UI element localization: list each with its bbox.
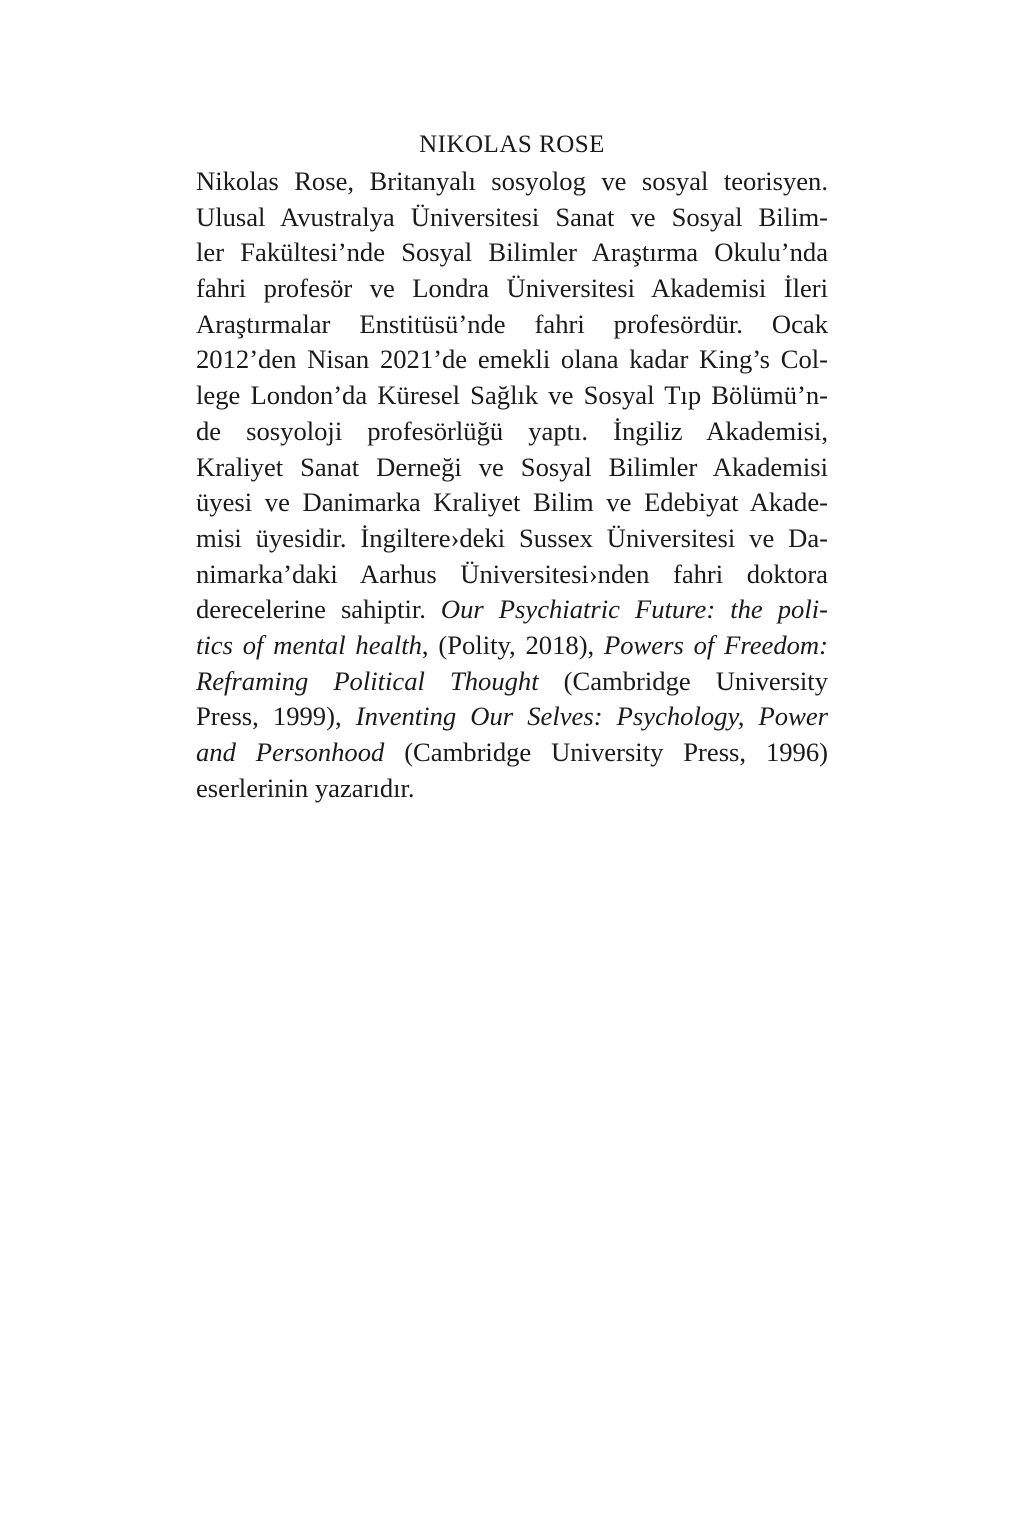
bio-line-10: üyesi ve Danimarka Kraliyet Bilim ve Edebiyat Akade-	[196, 487, 828, 518]
bio-line-11: misi üyesidir. İngiltere›deki Sussex Üniversitesi ve Da-	[196, 522, 828, 553]
book-title-inventing-our-selves: Inventing Our Selves: Psychology, Power	[355, 701, 828, 732]
bio-line-15	[196, 664, 828, 700]
bio-line-2: Ulusal Avustralya Üniversitesi Sanat ve Sosyal Bilim-	[196, 201, 828, 232]
bio-line-12: nimarka’daki Aarhus Üniversitesi›nden fahri doktora	[196, 558, 828, 589]
bio-line-13-text: derecelerine sahiptir.	[196, 594, 441, 625]
bio-line-17-text: (Cambridge University Press, 1996)	[384, 737, 828, 767]
bio-line-8: de sosyoloji profesörlüğü yaptı. İngiliz Akademisi,	[196, 415, 828, 446]
book-title-our-psychiatric-future: Our Psychiatric Future: the poli-	[440, 594, 828, 625]
bio-line-17	[196, 735, 828, 771]
bio-line-9: Kraliyet Sanat Derneği ve Sosyal Bilimler Akademisi	[196, 451, 828, 482]
bio-line-1: Nikolas Rose, Britanyalı sosyolog ve sosyal teorisyen.	[196, 166, 828, 196]
author-heading: NIKOLAS ROSE	[419, 131, 605, 158]
bio-line-18: eserlerinin yazarıdır.	[196, 772, 415, 803]
bio-line-7: lege London’da Küresel Sağlık ve Sosyal Tıp Bölümü’n-	[196, 380, 828, 411]
bio-line-16-text: Press, 1999),	[196, 701, 356, 732]
bio-line-15-text: (Cambridge University	[538, 665, 828, 696]
bio-line-3: ler Fakültesi’nde Sosyal Bilimler Araştırma Okulu’nda	[196, 237, 828, 268]
bio-line-14	[196, 628, 828, 664]
book-title-powers-of-freedom-cont: Reframing Political Thought	[196, 665, 539, 696]
bio-line-16	[196, 699, 828, 735]
bio-line-14-text: , (Polity, 2018),	[421, 629, 605, 660]
book-title-powers-of-freedom: Powers of Freedom:	[604, 629, 828, 660]
author-biography	[196, 164, 828, 806]
bio-line-6: 2012’den Nisan 2021’de emekli olana kadar King’s Col-	[196, 344, 828, 375]
bio-line-4: fahri profesör ve Londra Üniversitesi Akademisi İleri	[196, 273, 828, 304]
bio-line-5: Araştırmalar Enstitüsü’nde fahri profesördür. Ocak	[196, 308, 828, 339]
book-title-inventing-our-selves-cont: and Personhood	[196, 737, 385, 767]
book-title-our-psychiatric-future-cont: tics of mental health	[196, 629, 422, 660]
bio-line-13	[196, 592, 828, 628]
